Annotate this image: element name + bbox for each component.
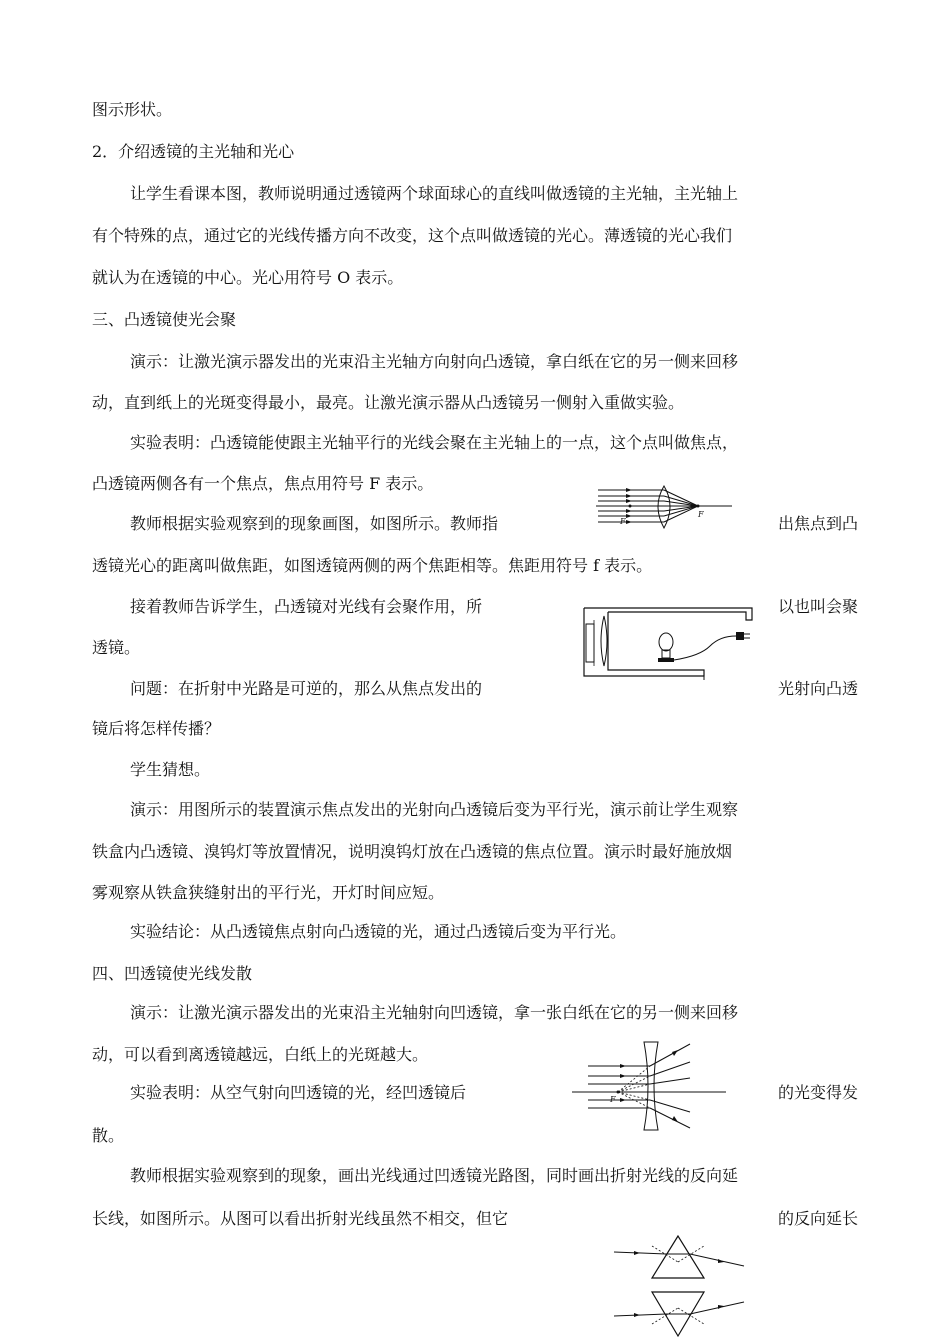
paragraph-line-tail: 光射向凸透 [777,679,858,698]
paragraph-line: 接着教师告诉学生，凸透镜对光线有会聚作用，所 [130,597,483,616]
paragraph-line: 就认为在透镜的中心。光心用符号 O 表示。 [92,268,404,287]
iron-box-apparatus-diagram [580,606,756,680]
paragraph-line: 长线，如图所示。从图可以看出折射光线虽然不相交，但它 [92,1209,509,1228]
focus-label-virtual: F [610,1095,616,1104]
focus-label-left: F [620,517,626,526]
section-heading: 三、凸透镜使光会聚 [92,310,237,329]
focus-label-right: F [698,510,704,519]
paragraph-line: 有个特殊的点，通过它的光线传播方向不改变，这个点叫做透镜的光心。薄透镜的光心我们 [92,226,733,245]
paragraph-line: 图示形状。 [92,100,173,119]
paragraph-line-tail: 的光变得发 [777,1083,858,1102]
section-heading: 2．介绍透镜的主光轴和光心 [92,142,295,161]
prism-top-diagram [612,1232,746,1282]
paragraph-line: 铁盒内凸透镜、溴钨灯等放置情况，说明溴钨灯放在凸透镜的焦点位置。演示时最好施放烟 [92,842,733,861]
paragraph-line: 问题：在折射中光路是可逆的，那么从焦点发出的 [130,679,483,698]
paragraph-line: 雾观察从铁盒狭缝射出的平行光，开灯时间应短。 [92,883,445,902]
paragraph-line: 动，直到纸上的光斑变得最小，最亮。让激光演示器从凸透镜另一侧射入重做实验。 [92,393,685,412]
section-heading: 四、凹透镜使光线发散 [92,964,253,983]
paragraph-line: 演示：让激光演示器发出的光束沿主光轴方向射向凸透镜，拿白纸在它的另一侧来回移 [130,352,739,371]
paragraph-line: 教师根据实验观察到的现象画图，如图所示。教师指 [130,514,499,533]
prism-bottom-diagram [612,1286,746,1340]
convex-lens-diagram [592,484,740,540]
paragraph-line: 实验结论：从凸透镜焦点射向凸透镜的光，通过凸透镜后变为平行光。 [130,922,627,941]
paragraph-line: 散。 [92,1126,125,1145]
paragraph-line: 镜后将怎样传播？ [92,719,221,738]
paragraph-line-tail: 以也叫会聚 [777,597,858,616]
paragraph-line: 让学生看课本图，教师说明通过透镜两个球面球心的直线叫做透镜的主光轴，主光轴上 [130,184,739,203]
paragraph-line-tail: 的反向延长 [777,1209,858,1228]
concave-lens-diagram [570,1040,730,1132]
paragraph-line: 演示：让激光演示器发出的光束沿主光轴射向凹透镜，拿一张白纸在它的另一侧来回移 [130,1003,739,1022]
paragraph-line: 演示：用图所示的装置演示焦点发出的光射向凸透镜后变为平行光，演示前让学生观察 [130,800,739,819]
paragraph-line: 教师根据实验观察到的现象，画出光线通过凹透镜光路图，同时画出折射光线的反向延 [130,1166,739,1185]
paragraph-line: 凸透镜两侧各有一个焦点，焦点用符号 F 表示。 [92,474,434,493]
paragraph-line-tail: 出焦点到凸 [777,514,858,533]
paragraph-line: 实验表明：凸透镜能使跟主光轴平行的光线会聚在主光轴上的一点，这个点叫做焦点， [130,433,739,452]
paragraph-line: 实验表明：从空气射向凹透镜的光，经凹透镜后 [130,1083,467,1102]
paragraph-line: 学生猜想。 [130,760,211,779]
paragraph-line: 动，可以看到离透镜越远，白纸上的光斑越大。 [92,1045,429,1064]
paragraph-line: 透镜。 [92,638,141,657]
paragraph-line: 透镜光心的距离叫做焦距，如图透镜两侧的两个焦距相等。焦距用符号 f 表示。 [92,556,653,575]
